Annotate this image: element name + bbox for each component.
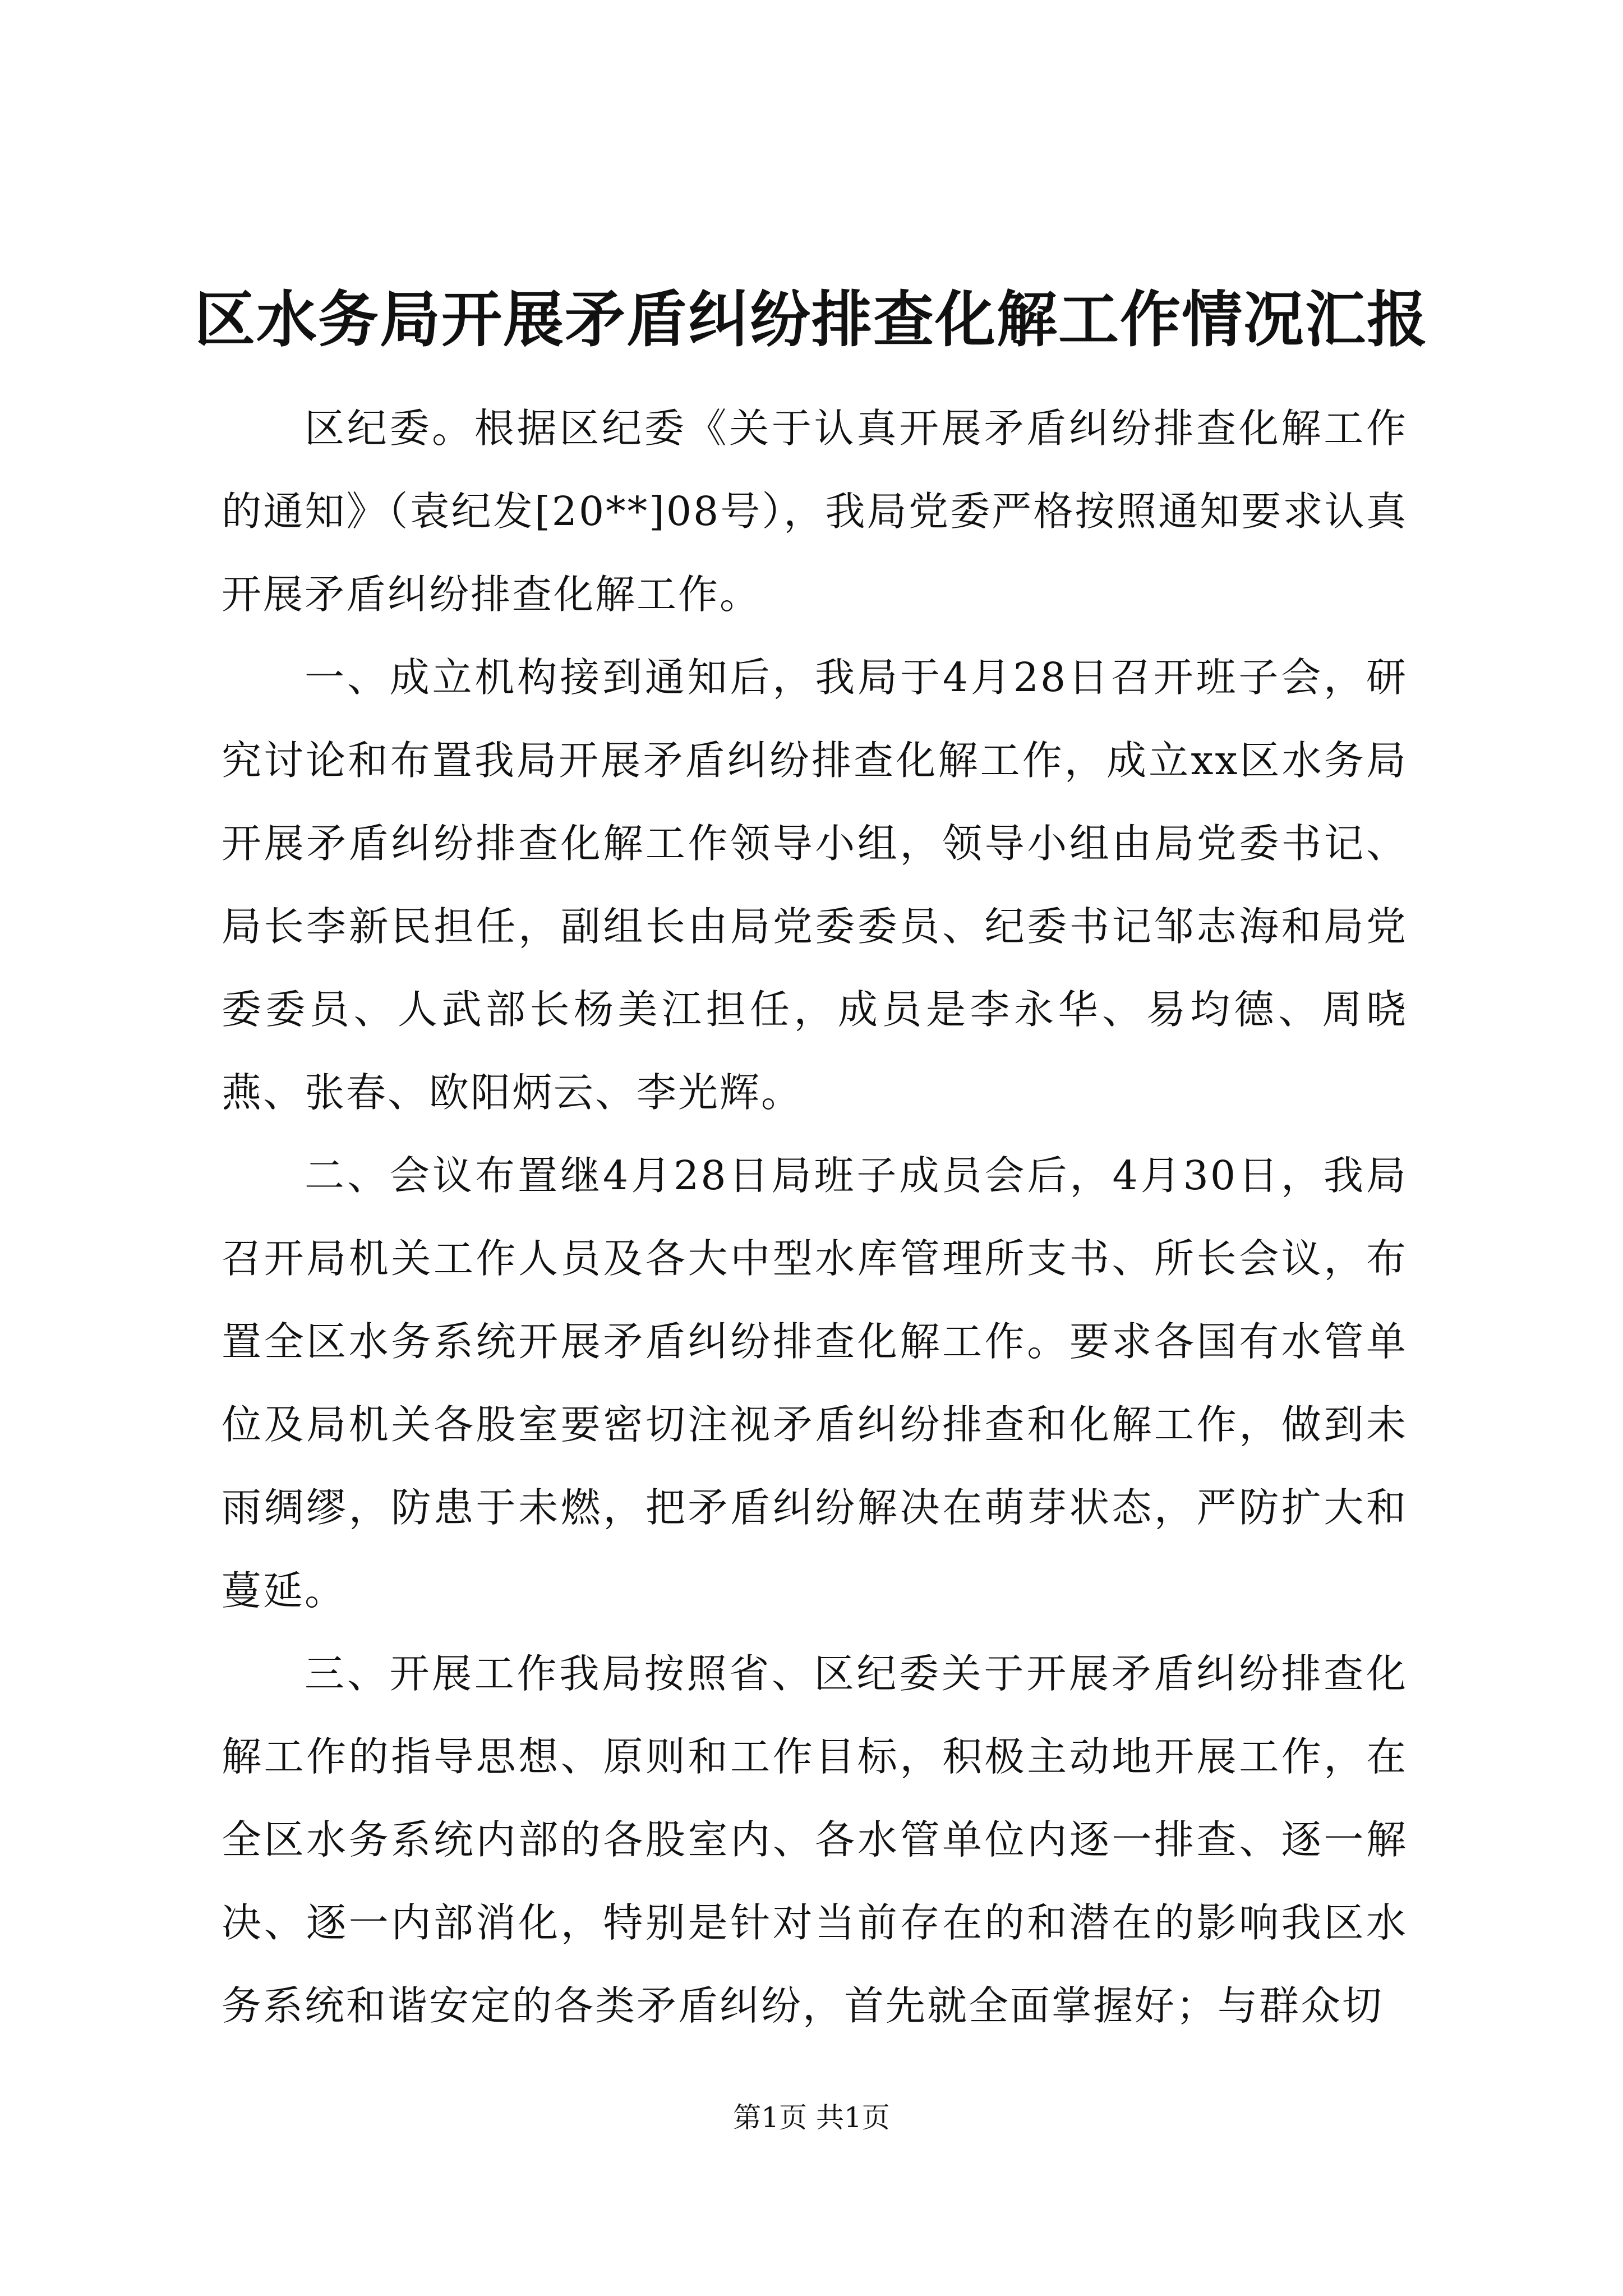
paragraph-intro: 区纪委。根据区纪委《关于认真开展矛盾纠纷排查化解工作的通知》（袁纪发[20**]08号），我局党委严格按照通知要求认真开展矛盾纠纷排查化解工作。 — [222, 405, 1408, 618]
paragraph-section-2: 二、会议布置继4月28日局班子成员会后，4月30日，我局召开局机关工作人员及各大中型水库管理所支书、所长会议，布置全区水务系统开展矛盾纠纷排查化解工作。要求各国有水管单位及局机关各股室要密切注视矛盾纠纷排查和化解工作，做到未雨绸缪，防患于未燃，把矛盾纠纷解决在萌芽状态，严防扩大和蔓延。 — [222, 1152, 1408, 1614]
document-title: 区水务局开展矛盾纠纷排查化解工作情况汇报 — [194, 284, 1428, 355]
paragraph-section-3: 三、开展工作我局按照省、区纪委关于开展矛盾纠纷排查化解工作的指导思想、原则和工作目标，积极主动地开展工作，在全区水务系统内部的各股室内、各水管单位内逐一排查、逐一解决、逐一内部消化，特别是针对当前存在的和潜在的影响我区水务系统和谐安定的各类矛盾纠纷，首先就全面掌握好；与群众切 — [222, 1650, 1408, 2029]
paragraph-section-1: 一、成立机构接到通知后，我局于4月28日召开班子会，研究讨论和布置我局开展矛盾纠纷排查化解工作，成立xx区水务局开展矛盾纠纷排查化解工作领导小组，领导小组由局党委书记、局长李新民担任，副组长由局党委委员、纪委书记邹志海和局党委委员、人武部长杨美江担任，成员是李永华、易均德、周晓燕、张春、欧阳炳云、李光辉。 — [222, 654, 1408, 1116]
document-body — [222, 387, 1408, 2047]
page-footer: 第1页 共1页 — [733, 2101, 890, 2134]
